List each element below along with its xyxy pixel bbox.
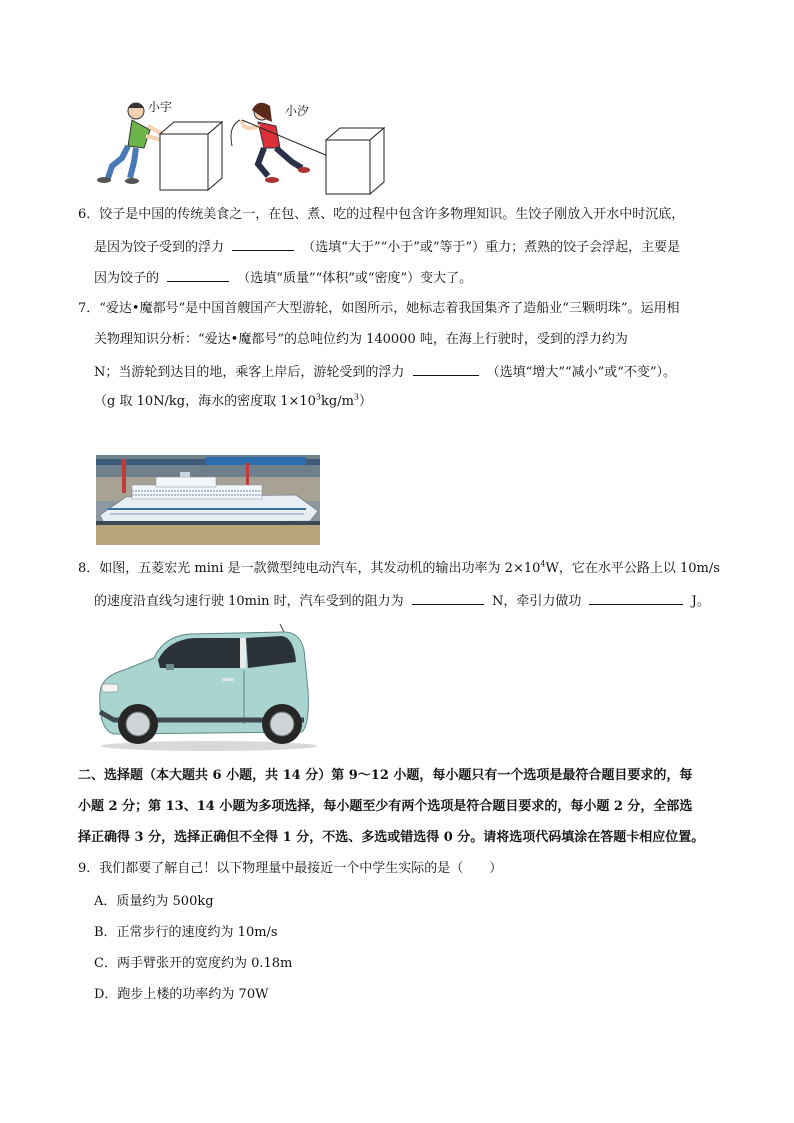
section2-line-1: 二、选择题（本大题共 6 小题，共 14 分）第 9～12 小题，每小题只有一个选项是最符合题目要求的，每: [78, 768, 693, 783]
q8-text-1a: 8．如图，五菱宏光 mini 是一款微型纯电动汽车，其发动机的输出功率为 2×10: [78, 561, 541, 576]
q6-line-2: [94, 237, 680, 257]
q7-text-4c: ）: [359, 394, 373, 409]
q6-text-2a: 是因为饺子受到的浮力: [94, 240, 225, 255]
car-illustration: [94, 620, 324, 754]
q9-option-c[interactable]: C．两手臂张开的宽度约为 0.18m: [94, 956, 293, 971]
cruise-ship-image: [96, 455, 320, 545]
label-xiaoxi: 小汐: [285, 104, 310, 118]
section2-line-3: 择正确得 3 分，选择正确但不全得 1 分，不选、多选或错选得 0 分。请将选项代码填涂在答题卡相应位置。: [78, 830, 705, 845]
box-left: [160, 122, 222, 190]
q7-text-4a: （g 取 10N/kg，海水的密度取 1×10: [94, 394, 316, 409]
q7-sup-1: 3: [315, 392, 322, 402]
q8-text-2b: N，牵引力做功: [491, 594, 582, 609]
q7-line-3: [94, 362, 676, 382]
q7-text-3a: N；当游轮到达目的地，乘客上岸后，游轮受到的浮力: [94, 365, 405, 380]
q6-text-2b: （选填“大于”“小于”或“等于”）重力；煮熟的饺子会浮起，主要是: [302, 240, 681, 255]
q8-text-2c: J。: [691, 594, 710, 609]
q8-sup: 4: [540, 559, 546, 569]
car-image: [94, 620, 324, 754]
q6-text-3b: （选填“质量”“体积”或“密度”）变大了。: [237, 271, 473, 286]
q7-blank-1[interactable]: [413, 362, 479, 376]
q8-text-1b: W，它在水平公路上以 10m/s: [545, 561, 720, 576]
q9-option-d[interactable]: D．跑步上楼的功率约为 70W: [94, 987, 269, 1002]
q6-line-1: 6．饺子是中国的传统美食之一，在包、煮、吃的过程中包含许多物理知识。生饺子刚放入开水中时沉底，: [78, 207, 685, 222]
q8-blank-1[interactable]: [412, 591, 484, 605]
q8-blank-2[interactable]: [589, 591, 683, 605]
girl-figure: [231, 103, 328, 183]
q8-line-2: [94, 591, 710, 611]
boy-figure: [97, 103, 162, 184]
figure-push-pull: [92, 96, 392, 198]
section2-line-2: 小题 2 分；第 13、14 小题为多项选择，每小题至少有两个选项是符合题目要求的，每小题 2 分，全部选: [78, 799, 693, 814]
q8-text-2a: 的速度沿直线匀速行驶 10min 时，汽车受到的阻力为: [94, 594, 404, 609]
q7-sup-2: 3: [353, 392, 360, 402]
q6-blank-1[interactable]: [232, 237, 294, 251]
q9-option-a[interactable]: A．质量约为 500kg: [94, 894, 214, 909]
q6-blank-2[interactable]: [167, 268, 229, 282]
box-right: [326, 128, 384, 194]
cruise-ship-illustration: [96, 455, 320, 545]
q7-text-4b: kg/m: [321, 394, 354, 409]
q7-line-2: 关物理知识分析：“爱达•魔都号”的总吨位约为 140000 吨，在海上行驶时，受到的浮力约为: [94, 332, 628, 347]
q7-line-4: [94, 393, 372, 411]
q9-option-b[interactable]: B．正常步行的速度约为 10m/s: [94, 925, 278, 940]
q9-stem: 9．我们都要了解自己！以下物理量中最接近一个中学生实际的是（ ）: [78, 861, 503, 876]
q7-text-3b: （选填“增大”“减小”或“不变”）。: [486, 365, 677, 380]
q7-line-1: 7．“爱达•魔都号”是中国首艘国产大型游轮，如图所示，她标志着我国集齐了造船业“三颗明珠”。运用相: [78, 301, 680, 316]
push-pull-illustration: [92, 96, 392, 198]
q6-text-3a: 因为饺子的: [94, 271, 160, 286]
q6-line-3: [94, 268, 472, 288]
label-xiaoyu: 小宇: [148, 100, 173, 114]
q8-line-1: [78, 560, 720, 578]
